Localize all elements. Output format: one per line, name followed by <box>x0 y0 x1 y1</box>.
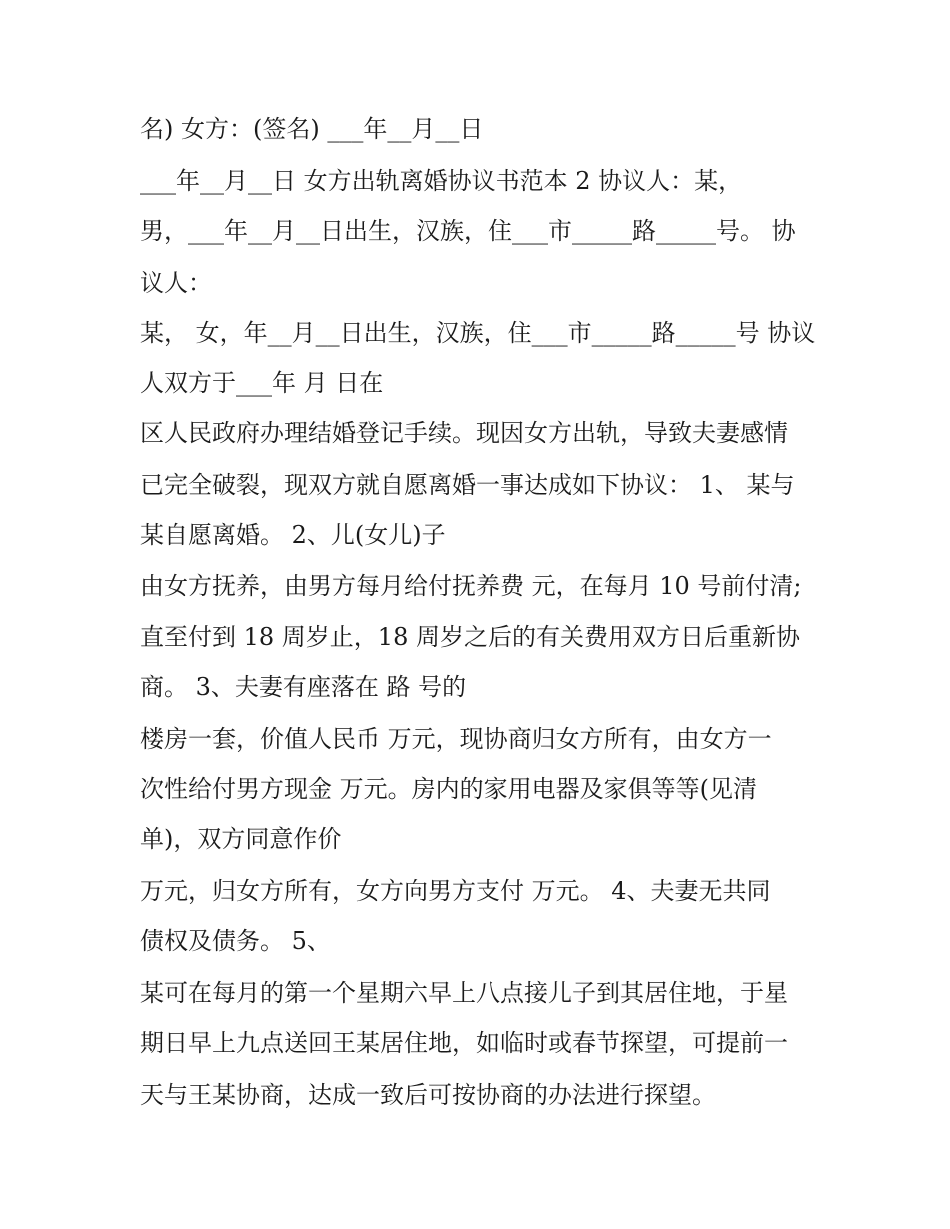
text-line: 单)，双方同意作价 <box>140 825 342 853</box>
text-line: 楼房一套，价值人民币 万元，现协商归女方所有，由女方一 <box>140 725 772 753</box>
text-line: 商。 3、夫妻有座落在 路 号的 <box>140 673 467 701</box>
text-line: ___年__月__日 女方出轨离婚协议书范本 2 协议人：某， <box>140 167 743 195</box>
text-line: 名) 女方：(签名) ___年__月__日 <box>140 115 484 143</box>
text-line: 万元，归女方所有，女方向男方支付 万元。 4、夫妻无共同 <box>140 877 771 905</box>
text-line: 次性给付男方现金 万元。房内的家用电器及家俱等等(见清 <box>140 775 757 803</box>
text-line: 期日早上九点送回王某居住地，如临时或春节探望，可提前一 <box>140 1029 788 1057</box>
text-line: 议人： <box>140 269 212 297</box>
text-line: 由女方抚养，由男方每月给付抚养费 元，在每月 10 号前付清; <box>140 572 802 600</box>
text-line: 人双方于___年 月 日在 <box>140 369 384 397</box>
text-line: 债权及债务。 5、 <box>140 927 331 955</box>
text-line: 已完全破裂，现双方就自愿离婚一事达成如下协议： 1、 某与 <box>140 471 795 499</box>
text-line: 直至付到 18 周岁止，18 周岁之后的有关费用双方日后重新协 <box>140 623 800 651</box>
text-line: 男，___年__月__日出生，汉族，住___市_____路_____号。 协 <box>140 217 796 245</box>
text-line: 某自愿离婚。 2、儿(女儿)子 <box>140 521 446 549</box>
text-line: 某， 女，年__月__日出生，汉族，住___市_____路_____号 协议 <box>140 319 816 347</box>
text-line: 某可在每月的第一个星期六早上八点接儿子到其居住地，于星 <box>140 979 788 1007</box>
text-line: 区人民政府办理结婚登记手续。现因女方出轨，导致夫妻感情 <box>140 419 788 447</box>
text-line: 天与王某协商，达成一致后可按协商的办法进行探望。 <box>140 1081 716 1109</box>
